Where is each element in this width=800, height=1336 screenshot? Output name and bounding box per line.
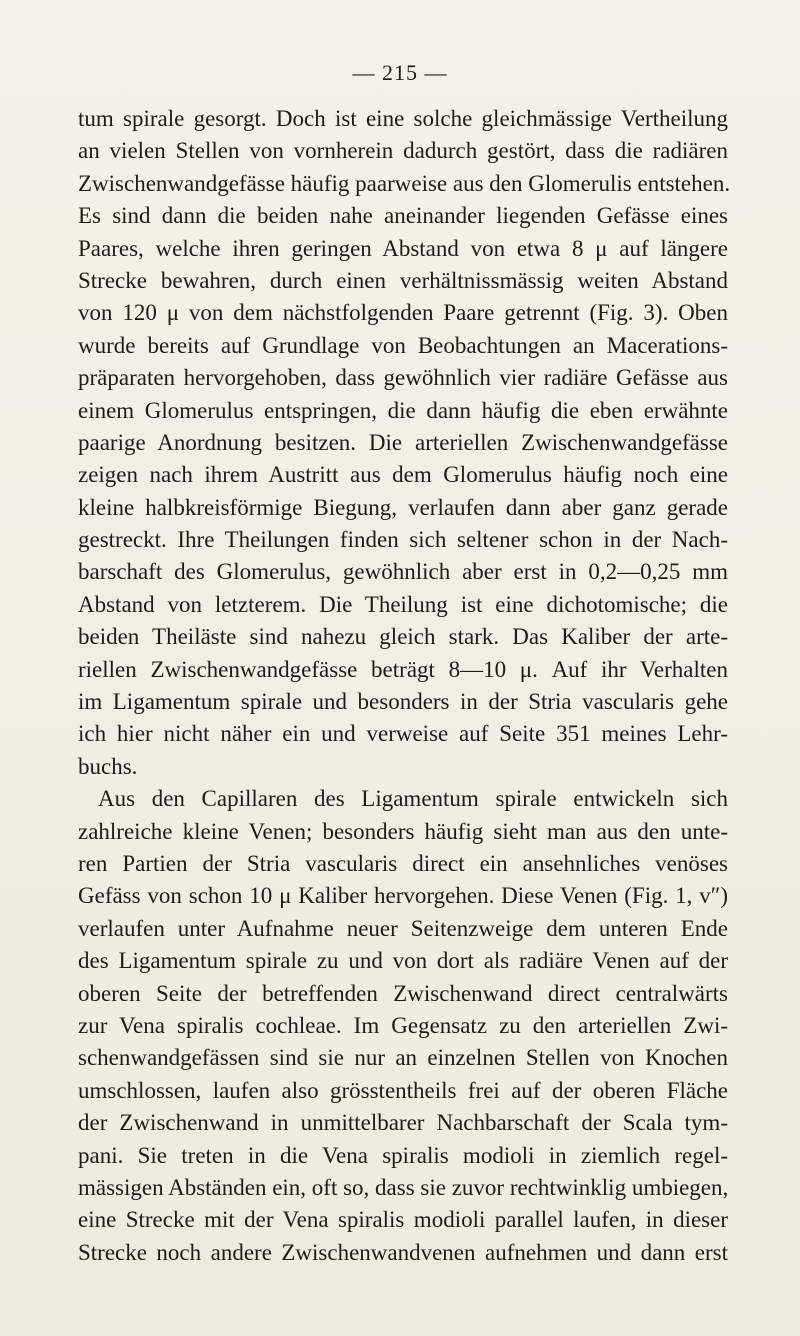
- text-line: eine Strecke mit der Vena spiralis modioli parallel laufen, in dieser: [78, 1207, 728, 1233]
- text-line: Strecke bewahren, durch einen verhältnissmässig weiten Abstand: [78, 267, 728, 293]
- text-line: zahlreiche kleine Venen; besonders häufig sieht man aus den unte-: [78, 818, 728, 844]
- body-text: [78, 103, 731, 1269]
- text-line: kleine halbkreisförmige Biegung, verlaufen dann aber ganz gerade: [78, 494, 728, 520]
- text-line: Es sind dann die beiden nahe aneinander liegenden Gefässe eines: [78, 203, 728, 229]
- text-line: Paares, welche ihren geringen Abstand von etwa 8 μ auf längere: [78, 235, 728, 261]
- text-line: zeigen nach ihrem Austritt aus dem Glomerulus häufig noch eine: [78, 462, 728, 488]
- text-line: gestreckt. Ihre Theilungen finden sich seltener schon in der Nach-: [78, 527, 728, 553]
- text-line: beiden Theiläste sind nahezu gleich stark. Das Kaliber der arte-: [78, 624, 728, 650]
- text-line: Aus den Capillaren des Ligamentum spirale entwickeln sich: [98, 786, 728, 812]
- text-line: einem Glomerulus entspringen, die dann häufig die eben erwähnte: [78, 397, 728, 423]
- text-line: im Ligamentum spirale und besonders in der Stria vascularis gehe: [78, 689, 728, 715]
- text-line: Zwischenwandgefässe häufig paarweise aus den Glomerulis entstehen.: [78, 170, 731, 196]
- text-line: verlaufen unter Aufnahme neuer Seitenzweige dem unteren Ende: [78, 915, 728, 941]
- text-line: oberen Seite der betreffenden Zwischenwand direct centralwärts: [78, 980, 728, 1006]
- text-line: der Zwischenwand in unmittelbarer Nachbarschaft der Scala tym-: [78, 1110, 728, 1136]
- text-line: buchs.: [78, 753, 138, 779]
- text-line: von 120 μ von dem nächstfolgenden Paare getrennt (Fig. 3). Oben: [78, 300, 728, 326]
- text-line: barschaft des Glomerulus, gewöhnlich aber erst in 0,2—0,25 mm: [78, 559, 728, 585]
- text-line: pani. Sie treten in die Vena spiralis modioli in ziemlich regel-: [78, 1142, 728, 1168]
- text-line: paarige Anordnung besitzen. Die arteriellen Zwischenwandgefässe: [78, 429, 728, 455]
- text-line: Strecke noch andere Zwischenwandvenen aufnehmen und dann erst: [78, 1239, 728, 1265]
- text-line: Gefäss von schon 10 μ Kaliber hervorgehen. Diese Venen (Fig. 1, v″): [78, 883, 728, 909]
- text-line: des Ligamentum spirale zu und von dort als radiäre Venen auf der: [78, 948, 728, 974]
- text-line: ich hier nicht näher ein und verweise auf Seite 351 meines Lehr-: [78, 721, 728, 747]
- text-line: tum spirale gesorgt. Doch ist eine solche gleichmässige Vertheilung: [78, 106, 728, 131]
- text-line: präparaten hervorgehoben, dass gewöhnlich vier radiäre Gefässe aus: [78, 365, 728, 391]
- text-line: wurde bereits auf Grundlage von Beobachtungen an Macerations-: [78, 332, 728, 358]
- text-line: an vielen Stellen von vornherein dadurch gestört, dass die radiären: [78, 138, 728, 164]
- text-line: zur Vena spiralis cochleae. Im Gegensatz zu den arteriellen Zwi-: [78, 1012, 728, 1038]
- text-line: riellen Zwischenwandgefässe beträgt 8—10 μ. Auf ihr Verhalten: [78, 656, 728, 682]
- page-number: — 215 —: [352, 60, 448, 85]
- text-line: mässigen Abständen ein, oft so, dass sie zuvor rechtwinklig umbiegen,: [78, 1174, 729, 1200]
- text-line: ren Partien der Stria vascularis direct ein ansehnliches venöses: [78, 850, 728, 876]
- text-line: Abstand von letzterem. Die Theilung ist eine dichotomische; die: [78, 591, 728, 617]
- text-line: schenwandgefässen sind sie nur an einzelnen Stellen von Knochen: [78, 1045, 728, 1071]
- text-line: umschlossen, laufen also grösstentheils frei auf der oberen Fläche: [78, 1077, 728, 1103]
